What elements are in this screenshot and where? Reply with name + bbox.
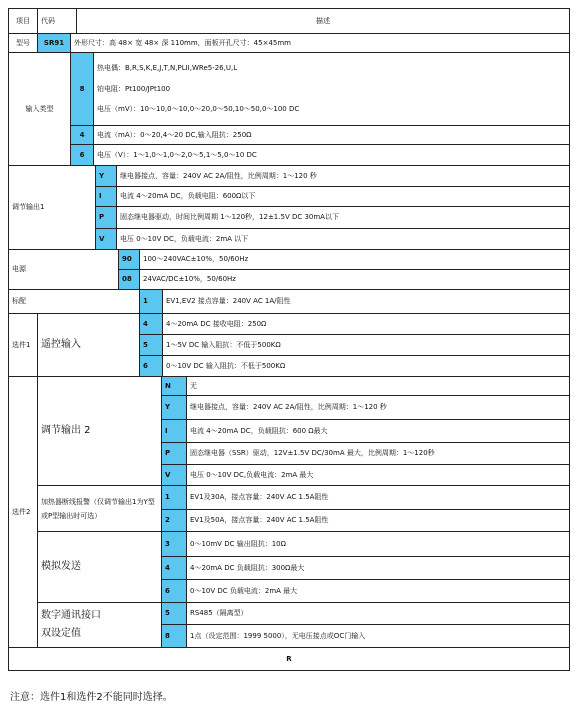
power-desc-08: 24VAC/DC±10%，50/60Hz bbox=[139, 269, 570, 290]
footer-code: R bbox=[8, 647, 570, 671]
standard-code: 1 bbox=[139, 289, 163, 314]
comm-label-2: 双设定值 bbox=[41, 628, 81, 639]
ctrl2-code-i: I bbox=[161, 419, 187, 443]
standard-label: 标配 bbox=[8, 289, 140, 314]
header-desc: 描述 bbox=[76, 8, 570, 34]
heater-label: 加热器断线报警（仅调节输出1为Y型或P型输出时可选） bbox=[37, 485, 162, 532]
input-code-6: 6 bbox=[70, 144, 94, 166]
option1-code-4: 4 bbox=[139, 313, 163, 335]
control-code-v: V bbox=[95, 228, 117, 250]
option1-code-5: 5 bbox=[139, 334, 163, 356]
header-item: 项目 bbox=[8, 8, 38, 34]
control-desc-v: 电压 0～10V DC，负载电流：2mA 以下 bbox=[116, 228, 570, 250]
heater-code-1: 1 bbox=[161, 485, 187, 510]
control-label: 调节输出1 bbox=[8, 165, 96, 250]
comm-desc-5: RS485（隔离型） bbox=[186, 602, 570, 625]
input-code-4: 4 bbox=[70, 125, 94, 145]
control-code-y: Y bbox=[95, 165, 117, 187]
control-code-i: I bbox=[95, 186, 117, 207]
retrans-desc-6: 0～10V DC 负载电流：2mA 最大 bbox=[186, 579, 570, 603]
control-code-p: P bbox=[95, 206, 117, 229]
ctrl2-code-y: Y bbox=[161, 395, 187, 420]
input-line-tc: 热电偶：B,R,S,K,E,J,T,N,PLII,WRe5-26,U,L bbox=[97, 63, 238, 72]
ctrl2-desc-y: 继电器接点，容量：240V AC 2A/阻性，比例周期：1～120 秒 bbox=[186, 395, 570, 420]
ctrl2-desc-i: 电流 4～20mA DC，负载阻抗：600 Ω最大 bbox=[186, 419, 570, 443]
input-code-8: 8 bbox=[70, 52, 94, 126]
option2-label: 选件2 bbox=[8, 376, 38, 648]
retrans-desc-4: 4～20mA DC 负载阻抗：300Ω最大 bbox=[186, 556, 570, 580]
ctrl2-code-n: N bbox=[161, 376, 187, 396]
ctrl2-desc-v: 电压 0～10V DC,负载电流：2mA 最大 bbox=[186, 464, 570, 486]
ctrl2-code-v: V bbox=[161, 464, 187, 486]
comm-code-8: 8 bbox=[161, 624, 187, 648]
ctrl2-code-p: P bbox=[161, 442, 187, 465]
selection-note: 注意：选件1和选件2不能同时选择。 bbox=[10, 692, 173, 703]
control-desc-i: 电流 4～20mA DC，负载电阻：600Ω以下 bbox=[116, 186, 570, 207]
control-desc-y: 继电器接点，容量：240V AC 2A/阻性，比例周期：1～120 秒 bbox=[116, 165, 570, 187]
power-code-08: 08 bbox=[118, 269, 140, 290]
comm-code-5: 5 bbox=[161, 602, 187, 625]
ctrl2-desc-p: 固态继电器（SSR）驱动，12V±1.5V DC/30mA 最大，比例周期：1～120秒 bbox=[186, 442, 570, 465]
retrans-code-3: 3 bbox=[161, 531, 187, 557]
retrans-label: 模拟发送 bbox=[37, 531, 162, 603]
option1-label: 选件1 bbox=[8, 313, 38, 377]
power-desc-90: 100～240VAC±10%，50/60Hz bbox=[139, 249, 570, 270]
retrans-desc-3: 0～10mV DC 输出阻抗：10Ω bbox=[186, 531, 570, 557]
model-desc: 外形尺寸：高 48× 宽 48× 深 110mm，面板开孔尺寸：45×45mm bbox=[70, 33, 570, 53]
ctrl2-desc-n: 无 bbox=[186, 376, 570, 396]
retrans-code-6: 6 bbox=[161, 579, 187, 603]
option1-desc-5: 1～5V DC 输入阻抗：不低于500KΩ bbox=[162, 334, 570, 356]
comm-desc-8: 1点（设定范围：1999 5000），无电压接点或OC门输入 bbox=[186, 624, 570, 648]
retrans-code-4: 4 bbox=[161, 556, 187, 580]
input-label: 输入类型 bbox=[8, 52, 71, 166]
input-desc-8 bbox=[93, 52, 570, 126]
option1-desc-4: 4～20mA DC 接收电阻：250Ω bbox=[162, 313, 570, 335]
input-desc-4: 电流（mA）：0～20,4～20 DC,输入阻抗：250Ω bbox=[93, 125, 570, 145]
comm-label-1: 数字通讯接口 bbox=[41, 609, 101, 621]
input-desc-6: 电压（V）：1～1,0～1,0～2,0～5,1～5,0～10 DC bbox=[93, 144, 570, 166]
comm-label bbox=[37, 602, 162, 648]
option1-sub: 遥控输入 bbox=[37, 313, 140, 377]
option1-code-6: 6 bbox=[139, 355, 163, 377]
standard-desc: EV1,EV2 接点容量：240V AC 1A/阻性 bbox=[162, 289, 570, 314]
header-code: 代码 bbox=[37, 8, 77, 34]
input-line-mv: 电压（mV）：10～10,0～10,0～20,0～50,10～50,0～100 DC bbox=[97, 105, 300, 114]
input-line-rtd: 铂电阻：Pt100/JPt100 bbox=[97, 84, 171, 93]
heater-code-2: 2 bbox=[161, 509, 187, 532]
heater-desc-1: EV1及30A，接点容量：240V AC 1.5A阻性 bbox=[186, 485, 570, 510]
model-label: 型号 bbox=[8, 33, 38, 53]
option1-desc-6: 0～10V DC 输入阻抗：不低于500KΩ bbox=[162, 355, 570, 377]
power-label: 电源 bbox=[8, 249, 119, 290]
heater-desc-2: EV1及50A，接点容量：240V AC 1.5A阻性 bbox=[186, 509, 570, 532]
ctrl2-label: 调节输出 2 bbox=[37, 376, 162, 486]
model-code: SR91 bbox=[37, 33, 71, 53]
control-desc-p: 固态继电器驱动，时间比例周期 1～120秒，12±1.5V DC 30mA以下 bbox=[116, 206, 570, 229]
power-code-90: 90 bbox=[118, 249, 140, 270]
